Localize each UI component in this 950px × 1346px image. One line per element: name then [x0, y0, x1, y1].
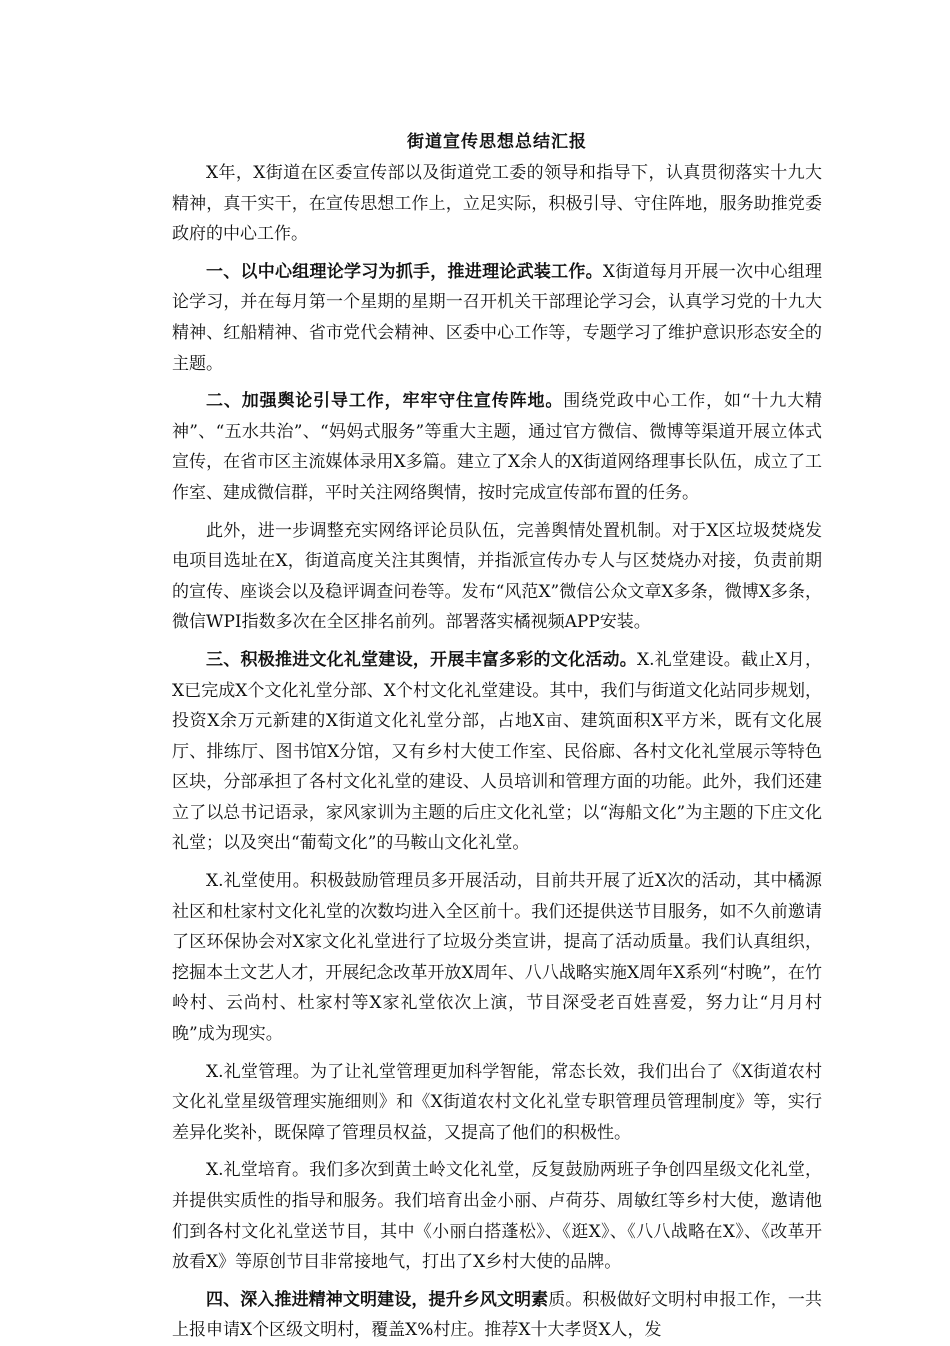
paragraph-hall-management: [172, 1057, 822, 1149]
paragraph-section-1: [172, 257, 822, 379]
paragraph-text: X街道每月开展一次中心组理论学习，并在每月第一个星期的星期一召开机关干部理论学习会，认真学习党的十九大精神、红船精神、省市党代会精神、区委中心工作等，专题学习了维护意识形态安全的主题。: [172, 261, 822, 374]
paragraph-lead: 一、以中心组理论学习为抓手，推进理论武装工作。: [206, 261, 603, 282]
document-title: 街道宣传思想总结汇报: [407, 132, 587, 152]
paragraph-lead: 三、积极推进文化礼堂建设，开展丰富多彩的文化活动。: [206, 649, 637, 670]
paragraph-text: 此外，进一步调整充实网络评论员队伍，完善舆情处置机制。对于X区垃圾焚烧发电项目选址在X，街道高度关注其舆情，并指派宣传办专人与区焚烧办对接，负责前期的宣传、座谈会以及稳评调查问卷等。发布“风范X”微信公众文章X多条，微博X多条，微信WPI指数多次在全区排名前列。部署落实橘视频APP安装。: [172, 520, 822, 633]
paragraph-lead: 四、深入推进精神文明建设，提升乡风文明素: [206, 1289, 549, 1310]
paragraph-section-4: [172, 1285, 822, 1346]
paragraph-text: 围绕党政中心工作，如“十九大精神”、“五水共治”、“妈妈式服务”等重大主题，通过官方微信、微博等渠道开展立体式宣传，在省市区主流媒体录用X多篇。建立了X余人的X街道网络理事长队伍，成立了工作室、建成微信群，平时关注网络舆情，按时完成宣传部布置的任务。: [172, 391, 822, 503]
paragraph-section-2-extra: [172, 516, 822, 638]
document-page: [172, 126, 822, 1346]
paragraph-intro: [172, 158, 822, 250]
paragraph-text: 质。积极做好文明村申报工作，一共上报申请X个区级文明村，覆盖X%村庄。推荐X十大孝贤X人，发: [172, 1289, 823, 1341]
paragraph-lead: 二、加强舆论引导工作，牢牢守住宣传阵地。: [206, 391, 564, 412]
paragraph-text: X.礼堂管理。为了让礼堂管理更加科学智能，常态长效，我们出台了《X街道农村文化礼堂星级管理实施细则》和《X街道农村文化礼堂专职管理员管理制度》等，实行差异化奖补，既保障了管理员权益，又提高了他们的积极性。: [172, 1061, 822, 1143]
paragraph-hall-cultivation: [172, 1155, 822, 1277]
paragraph-text: X.礼堂培育。我们多次到黄土岭文化礼堂，反复鼓励两班子争创四星级文化礼堂，并提供实质性的指导和服务。我们培育出金小丽、卢荷芬、周敏红等乡村大使，邀请他们到各村文化礼堂送节目，其中《小丽白搭蓬松》、《逛X》、《八八战略在X》、《改革开放看X》等原创节目非常接地气，打出了X乡村大使的品牌。: [172, 1160, 822, 1273]
paragraph-section-3: [172, 645, 822, 859]
paragraph-text: X年，X街道在区委宣传部以及街道党工委的领导和指导下，认真贯彻落实十九大精神，真干实干，在宣传思想工作上，立足实际，积极引导、守住阵地，服务助推党委政府的中心工作。: [172, 163, 822, 245]
paragraph-text: X.礼堂使用。积极鼓励管理员多开展活动，目前共开展了近X次的活动，其中橘源社区和杜家村文化礼堂的次数均进入全区前十。我们还提供送节目服务，如不久前邀请了区环保协会对X家文化礼堂进行了垃圾分类宣讲，提高了活动质量。我们认真组织，挖掘本土文艺人才，开展纪念改革开放X周年、八八战略实施X周年X系列“村晚”，在竹岭村、云尚村、杜家村等X家礼堂依次上演，节目深受老百姓喜爱，努力让“月月村晚”成为现实。: [172, 871, 822, 1045]
paragraph-section-2: [172, 386, 822, 508]
paragraph-hall-usage: [172, 866, 822, 1050]
paragraph-text: X.礼堂建设。截止X月，X已完成X个文化礼堂分部、X个村文化礼堂建设。其中，我们与街道文化站同步规划，投资X余万元新建的X街道文化礼堂分部，占地X亩、建筑面积X平方米，既有文化展厅、排练厅、图书馆X分馆，又有乡村大使工作室、民俗廊、各村文化礼堂展示等特色区块，分部承担了各村文化礼堂的建设、人员培训和管理方面的功能。此外，我们还建立了以总书记语录，家风家训为主题的后庄文化礼堂；以“海船文化”为主题的下庄文化礼堂；以及突出“葡萄文化”的马鞍山文化礼堂。: [172, 649, 823, 854]
